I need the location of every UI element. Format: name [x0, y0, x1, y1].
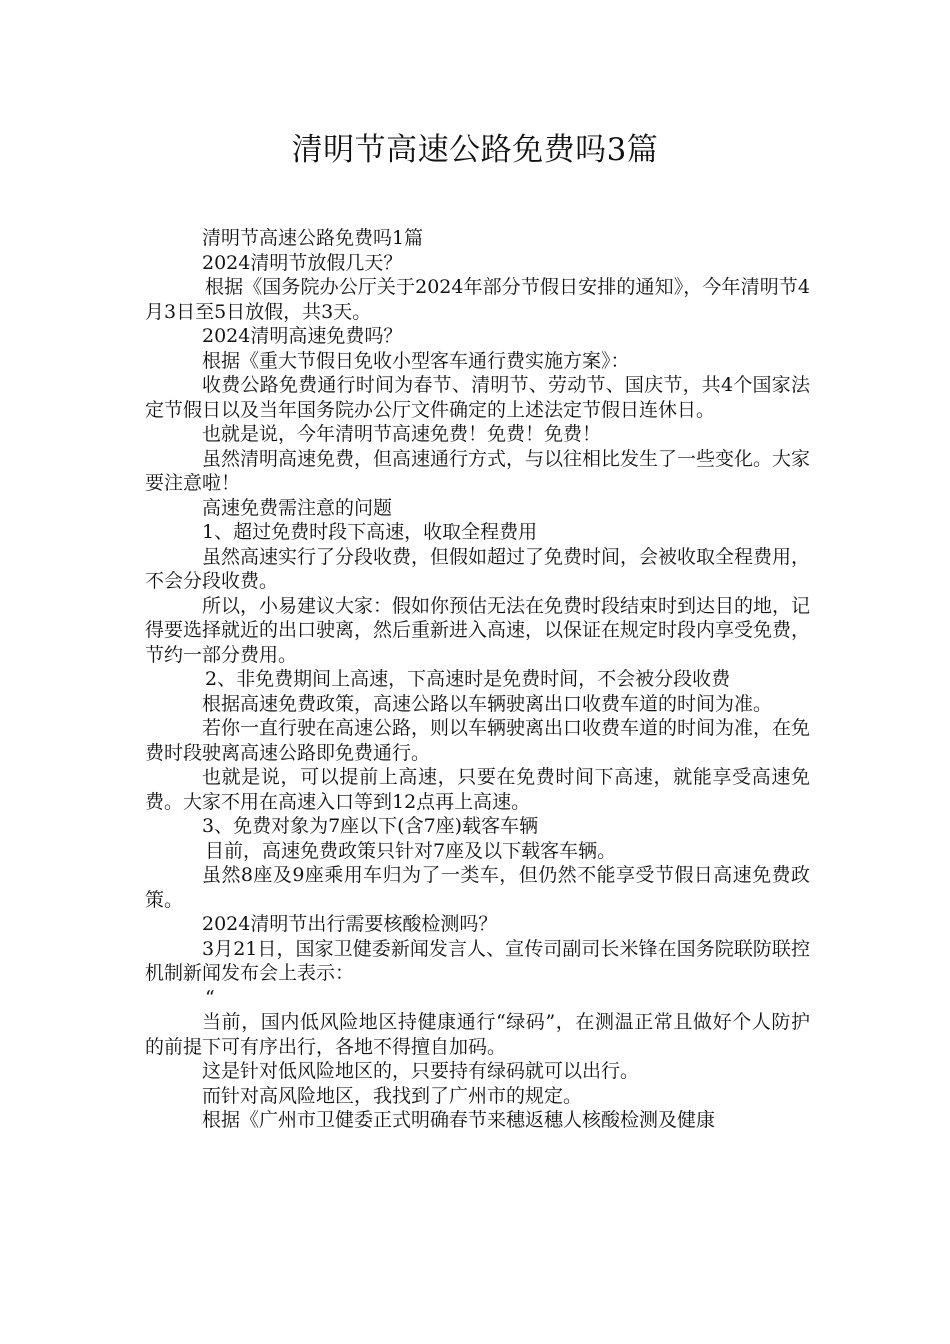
document-title: 清明节高速公路免费吗3篇	[291, 132, 659, 168]
paragraph: 若你一直行驶在高速公路，则以车辆驶离出口收费车道的时间为准，在免费时段驶离高速公路即免费通行。	[145, 717, 811, 764]
section-heading: 高速免费需注意的问题	[202, 496, 393, 519]
paragraph: 根据高速免费政策，高速公路以车辆驶离出口收费车道的时间为准。	[202, 692, 773, 715]
paragraph: 3、免费对象为7座以下(含7座)载客车辆	[202, 815, 539, 837]
paragraph: 2024清明节出行需要核酸检测吗？	[202, 913, 498, 935]
paragraph: 也就是说，今年清明节高速免费！免费！免费！	[202, 423, 602, 445]
paragraph: 收费公路免费通行时间为春节、清明节、劳动节、国庆节，共4个国家法定节假日以及当年国务院办公厅文件确定的上述法定节假日连休日。	[145, 374, 810, 421]
paragraph: 2024清明高速免费吗？	[202, 325, 403, 347]
paragraph: 清明节高速公路免费吗1篇	[202, 227, 424, 249]
paragraph: 目前，高速免费政策只针对7座及以下载客车辆。	[205, 839, 617, 862]
paragraph: 而针对高风险地区，我找到了广州市的规定。	[202, 1084, 583, 1107]
paragraph: 根据《广州市卫健委正式明确春节来穗返穗人核酸检测及健康	[202, 1109, 716, 1131]
paragraph: 也就是说，可以提前上高速，只要在免费时间下高速，就能享受高速免费。大家不用在高速入口等到12点再上高速。	[145, 766, 810, 813]
paragraph: 虽然高速实行了分段收费，但假如超过了免费时间，会被收取全程费用，不会分段收费。	[145, 545, 811, 592]
paragraph: 虽然清明高速免费，但高速通行方式，与以往相比发生了一些变化。大家要注意啦！	[145, 447, 811, 494]
paragraph: 这是针对低风险地区的，只要持有绿码就可以出行。	[202, 1060, 640, 1082]
paragraph: 2024清明节放假几天？	[202, 251, 403, 274]
document-body	[145, 226, 810, 1133]
paragraph: 1、超过免费时段下高速，收取全程费用	[202, 521, 538, 543]
paragraph: 根据《国务院办公厅关于2024年部分节假日安排的通知》，今年清明节4月3日至5日放假，共3天。	[145, 276, 810, 323]
paragraph: 根据《重大节假日免收小型客车通行费实施方案》：	[202, 349, 630, 372]
quote-mark: “	[205, 986, 215, 1009]
paragraph: 2、非免费期间上高速，下高速时是免费时间，不会被分段收费	[205, 668, 731, 690]
paragraph: 虽然8座及9座乘用车归为了一类车，但仍然不能享受节假日高速免费政策。	[145, 864, 810, 911]
paragraph: 所以，小易建议大家：假如你预估无法在免费时段结束时到达目的地，记得要选择就近的出口驶离，然后重新进入高速，以保证在规定时段内享受免费，节约一部分费用。	[145, 594, 811, 666]
paragraph: 3月21日，国家卫健委新闻发言人、宣传司副司长米锋在国务院联防联控机制新闻发布会上表示：	[145, 937, 810, 984]
paragraph: 当前，国内低风险地区持健康通行“绿码”，在测温正常且做好个人防护的前提下可有序出行，各地不得擅自加码。	[145, 1011, 810, 1058]
